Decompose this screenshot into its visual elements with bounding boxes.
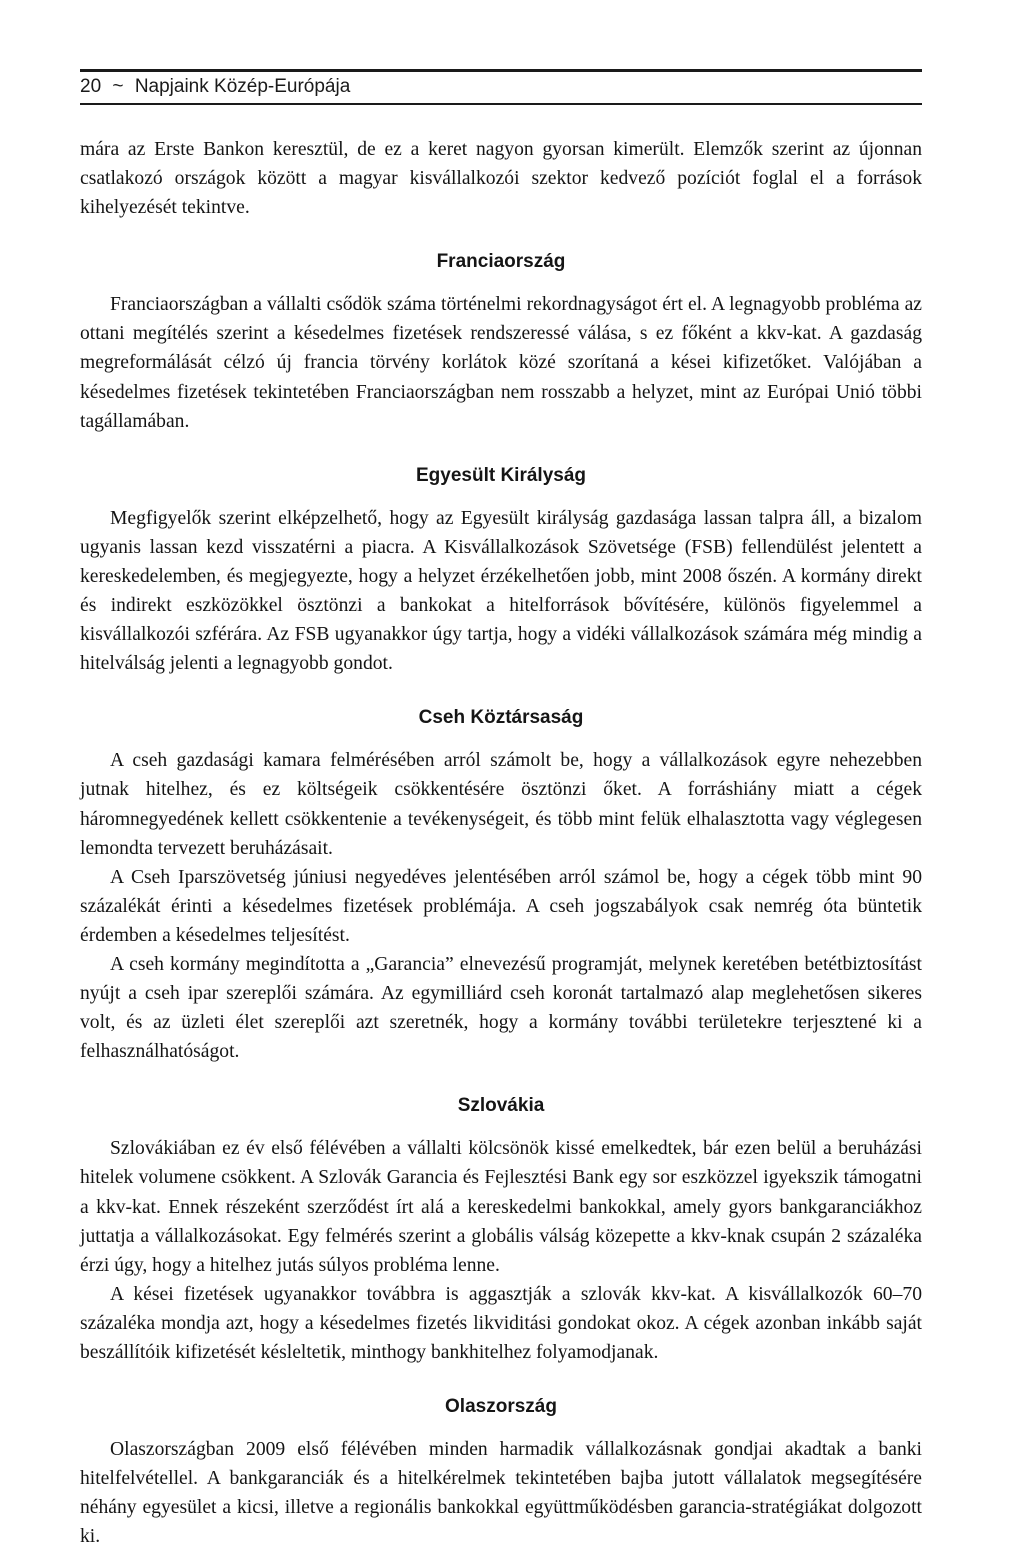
running-header [80,69,922,105]
paragraph: A cseh gazdasági kamara felmérésében arról számolt be, hogy a vállalkozások egyre nehezebben jutnak hitelhez, és ez költségeik csökkentésére ösztönzi őket. A forráshiány miatt a cégek háromnegyedének kellett csökkentenie a tevékenységeit, és több mint felük elhalasztotta vagy véglegesen lemondta tervezett beruházásait. [80,750,922,859]
paragraph: Megfigyelők szerint elképzelhető, hogy az Egyesült királyság gazdasága lassan talpra áll, a bizalom ugyanis lassan kezd visszatérni a piacra. A Kisvállalkozások Szövetsége (FSB) fellendülést jelentett a kereskedelemben, és megjegyezte, hogy a helyzet érzékelhetően jobb, mint 2008 őszén. A kormány direkt és indirekt eszközökkel ösztönzi a bankokat a hitelforrások bővítésére, különös figyelemmel a kisvállalkozói szférára. Az FSB ugyanakkor úgy tartja, hogy a vidéki vállalkozások számára még mindig a hitelválság jelenti a legnagyobb gondot. [80,507,922,675]
header-separator: ~ [112,76,124,97]
section-france [80,248,922,276]
running-title: Napjaink Közép-Európája [134,76,351,97]
paragraph: A Cseh Iparszövetség júniusi negyedéves jelentésében arról számol be, hogy a cégek több mint 90 százalékát érinti a késedelmes fizetések problémája. A cseh jogszabályok csak nemrég óta büntetik érdemben a késedelmes teljesítést. [80,866,922,946]
section-title-slovakia: Szlovákia [457,1095,545,1117]
body-text [80,135,922,1551]
section-slovakia [80,1092,922,1120]
section-italy [80,1393,922,1421]
section-title-czech: Cseh Köztársaság [418,707,584,729]
paragraph: Olaszországban 2009 első félévében minden harmadik vállalkozásnak gondjai akadtak a banki hitelfelvétellel. A bankgaranciák és a hitelkérelmek tekintetében bajba jutott vállalatok megsegítésére néhány egyesület a kicsi, illetve a regionális bankokkal együttműködésben garancia-stratégiákat dolgozott ki. [80,1439,922,1548]
section-uk [80,462,922,490]
section-czech [80,704,922,732]
section-title-uk: Egyesült Királyság [415,464,587,486]
paragraph: A cseh kormány megindította a „Garancia” elnevezésű programját, melynek keretében betétbiztosítást nyújt a cseh ipar szereplői számára. Az egymilliárd cseh koronát tartalmazó alap meglehetősen sikeres volt, és az üzleti élet szereplői azt szeretnék, hogy a kormány további területekre terjesztené ki a felhasználhatóságot. [80,953,922,1063]
intro-paragraph: mára az Erste Bankon keresztül, de ez a keret nagyon gyorsan kimerült. Elemzők szerint az újonnan csatlakozó országok között a magyar kisvállalkozói szektor kedvező pozíciót foglal el a források kihelyezését tekintve. [80,139,922,219]
document-page [80,0,922,1548]
paragraph: Franciaországban a vállalti csődök száma történelmi rekordnagyságot ért el. A legnagyobb probléma az ottani megítélés szerint a késedelmes fizetések rendszeressé válása, s ez főként a kkv-kat. A gazdaság megreformálását célzó új francia törvény korlátok közé szorítaná a kései kifizetőket. Valójában a késedelmes fizetések tekintetében Franciaországban nem rosszabb a helyzet, mint az Európai Unió többi tagállamában. [80,294,922,432]
page-number: 20 [80,76,102,97]
section-title-france: Franciaország [436,251,566,273]
section-title-italy: Olaszország [445,1396,557,1418]
paragraph: Szlovákiában ez év első félévében a vállalti kölcsönök kissé emelkedtek, bár ezen belül a beruházási hitelek volumene csökkent. A Szlovák Garancia és Fejlesztési Bank egy sor eszközzel igyekszik támogatni a kkv-kat. Ennek részeként szerződést írt alá a kereskedelmi bankokkal, amely gyors bankgaranciákhoz juttatja a vállalkozásokat. Egy felmérés szerint a globális válság közepette a kkv-knak csupán 2 százaléka érzi úgy, hogy a hitelhez jutás súlyos probléma lenne. [80,1138,922,1276]
paragraph: A kései fizetések ugyanakkor továbbra is aggasztják a szlovák kkv-kat. A kisvállalkozók 60–70 százaléka mondja azt, hogy a késedelmes fizetés likviditási gondokat okoz. A cégek azonban inkább saját beszállítóik kifizetését késleltetik, minthogy bankhitelhez folyamodjanak. [80,1283,922,1363]
